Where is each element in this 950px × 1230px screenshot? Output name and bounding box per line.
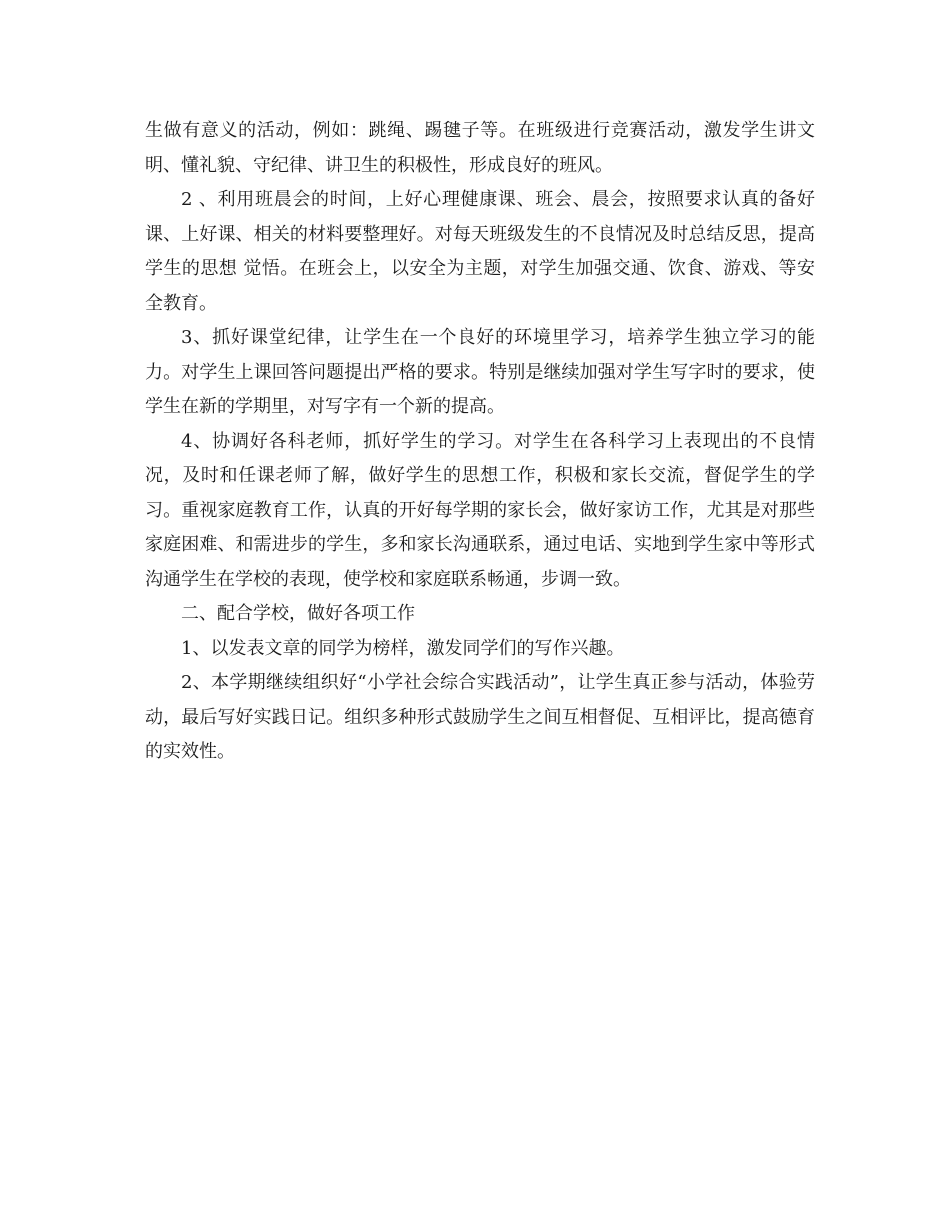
paragraph-continuation: 生做有意义的活动，例如：跳绳、踢毽子等。在班级进行竞赛活动，激发学生讲文明、懂礼貌、守纪律、讲卫生的积极性，形成良好的班风。 xyxy=(145,120,815,176)
paragraph-item-2: 2 、利用班晨会的时间，上好心理健康课、班会、晨会，按照要求认真的备好课、上好课、相关的材料要整理好。对每天班级发生的不良情况及时总结反思，提高学生的思想 觉悟。在班会上，以安全为主题，对学生加强交通、饮食、游戏、等安全教育。 xyxy=(145,189,815,314)
paragraph-item-3: 3、抓好课堂纪律，让学生在一个良好的环境里学习，培养学生独立学习的能力。对学生上课回答问题提出严格的要求。特别是继续加强对学生写字时的要求，使学生在新的学期里，对写字有一个新的提高。 xyxy=(145,327,815,417)
paragraph-section2-item-2: 2、本学期继续组织好“小学社会综合实践活动”，让学生真正参与活动，体验劳动，最后写好实践日记。组织多种形式鼓励学生之间互相督促、互相评比，提高德育的实效性。 xyxy=(145,672,815,762)
document-body xyxy=(145,114,815,770)
section-heading: 二、配合学校，做好各项工作 xyxy=(181,603,415,624)
paragraph-section2-item-1: 1、以发表文章的同学为榜样，激发同学们的写作兴趣。 xyxy=(181,637,625,659)
paragraph-item-4: 4、协调好各科老师，抓好学生的学习。对学生在各科学习上表现出的不良情况，及时和任课老师了解，做好学生的思想工作，积极和家长交流，督促学生的学习。重视家庭教育工作，认真的开好每学期的家长会，做好家访工作，尤其是对那些家庭困难、和需进步的学生，多和家长沟通联系，通过电话、实地到学生家中等形式沟通学生在学校的表现，使学校和家庭联系畅通，步调一致。 xyxy=(145,430,815,590)
